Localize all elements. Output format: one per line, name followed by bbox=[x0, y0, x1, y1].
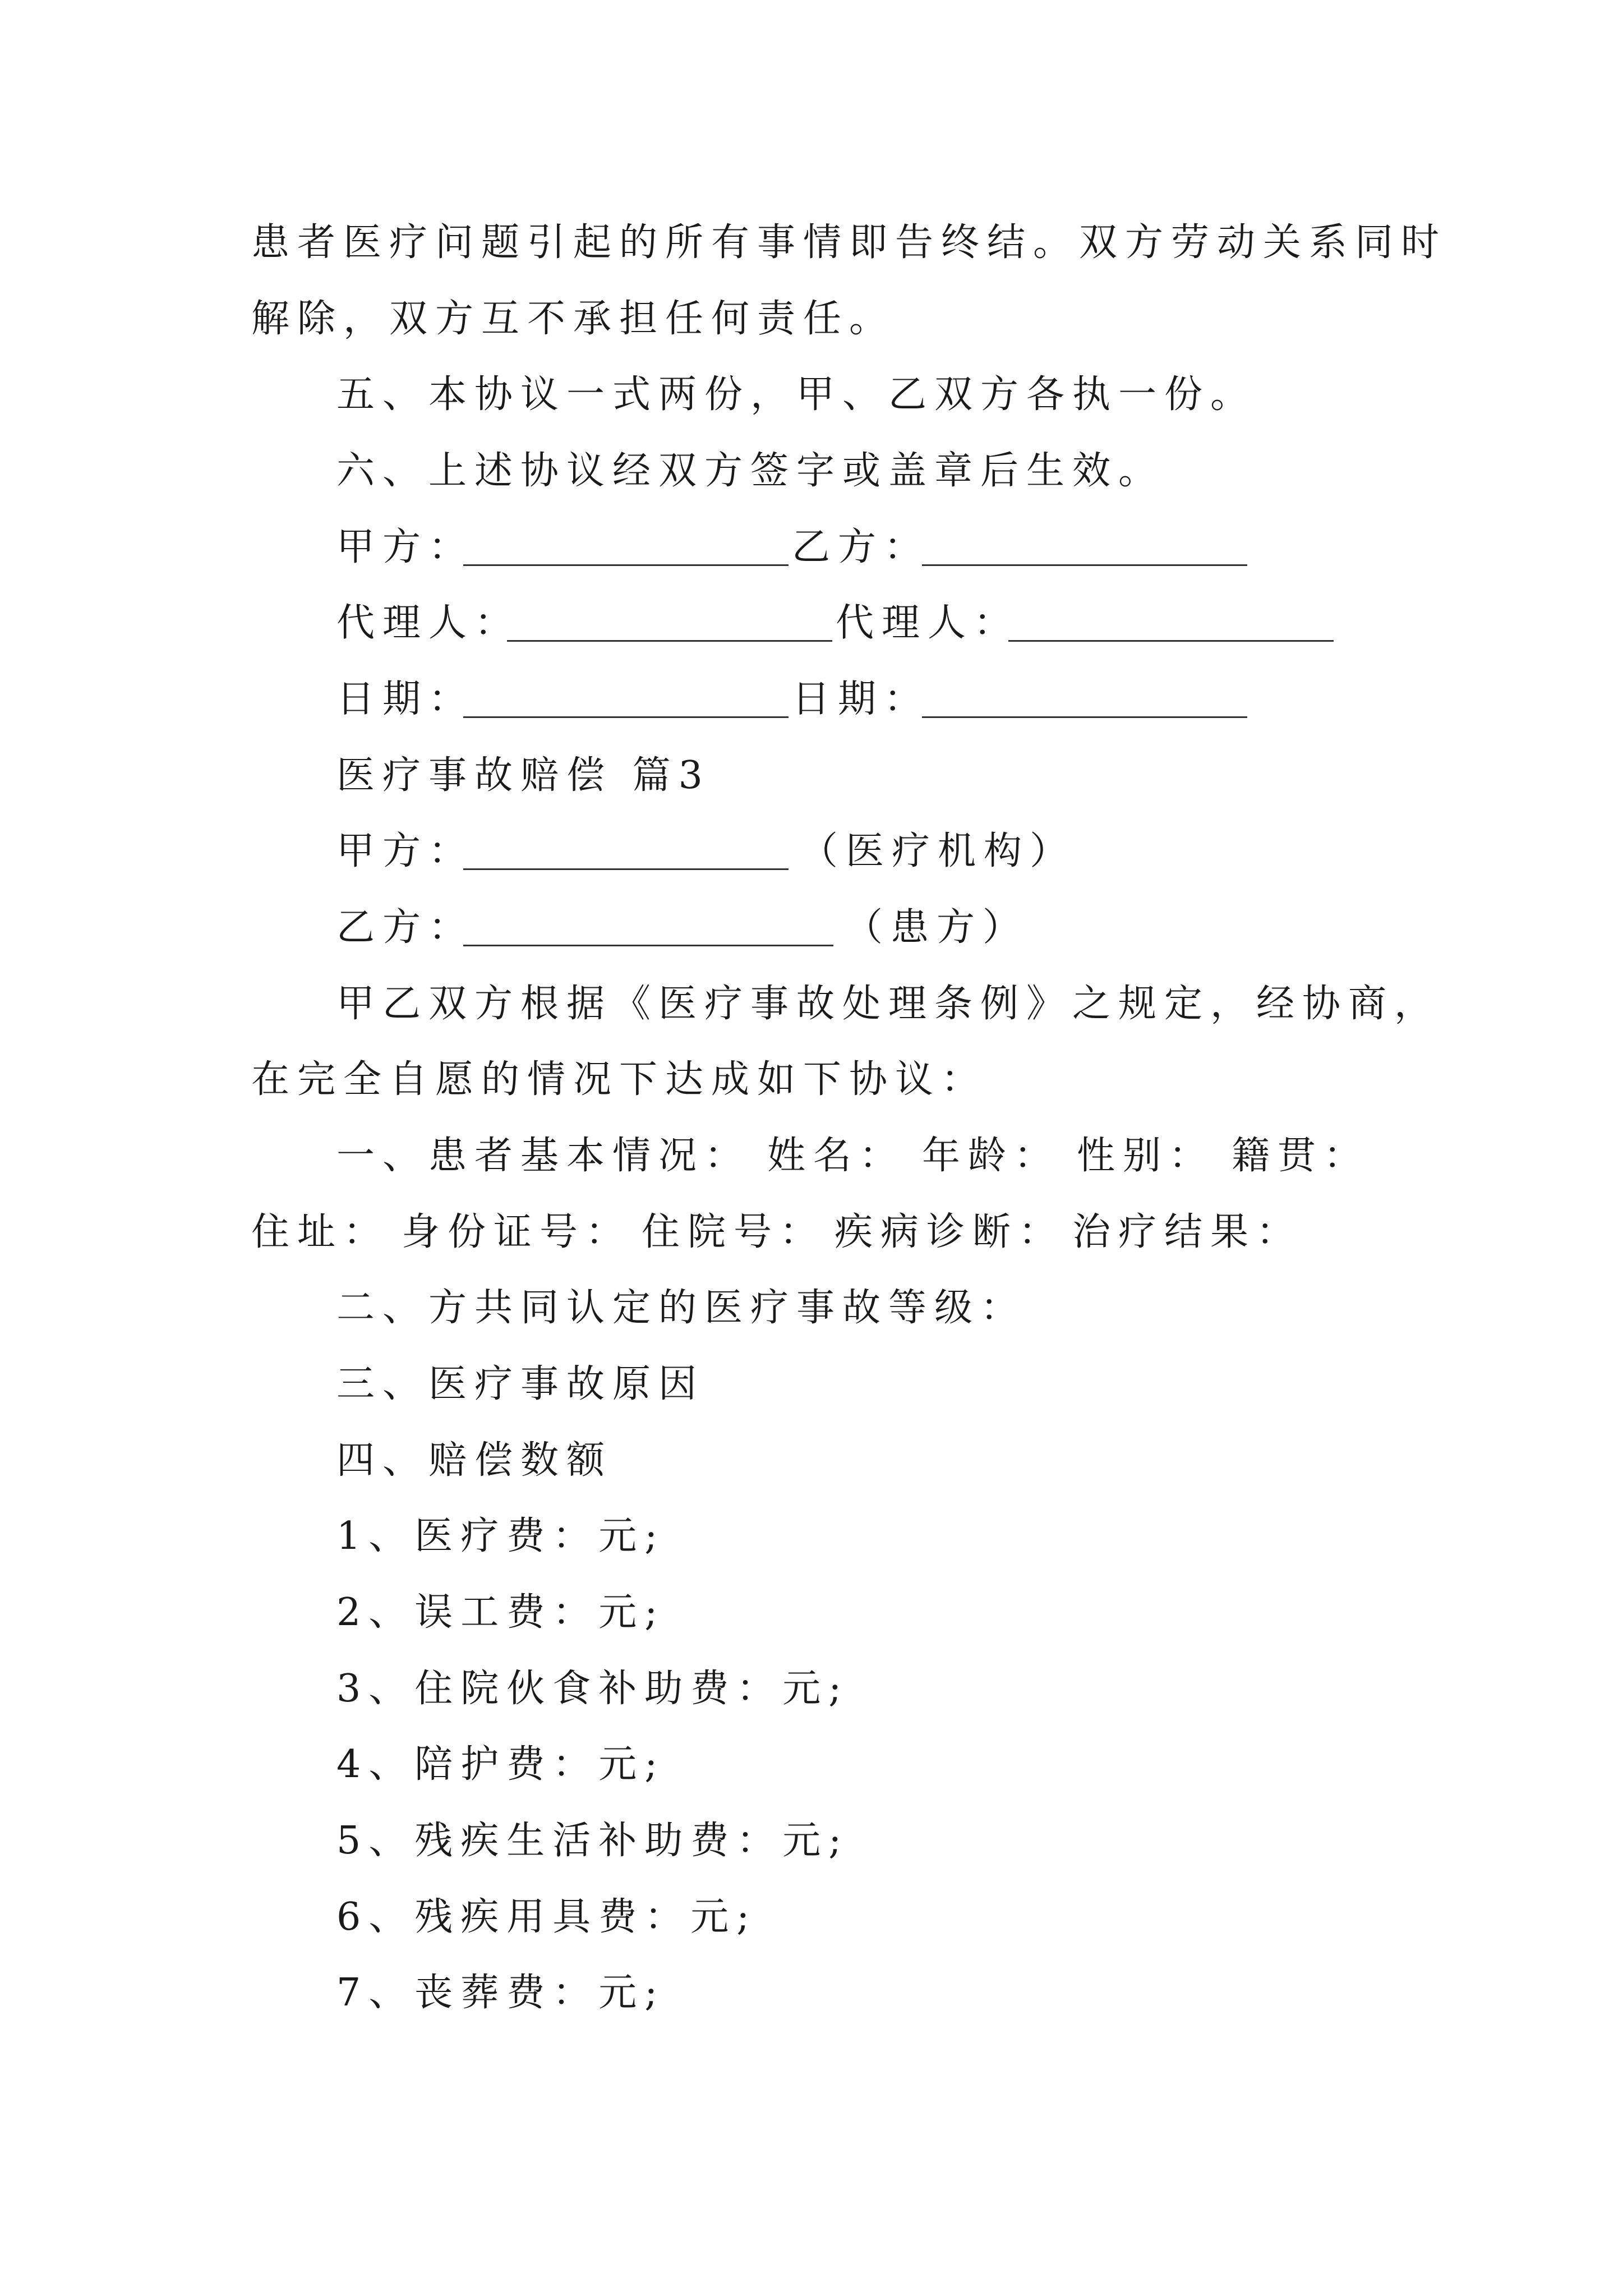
agent-b-blank[interactable] bbox=[1008, 601, 1334, 642]
party-a-signature-label: 甲方： bbox=[336, 525, 475, 569]
agent-a-blank[interactable] bbox=[507, 601, 832, 642]
clause-5: 五、本协议一式两份，甲、乙双方各执一份。 bbox=[336, 372, 1257, 417]
party-a-signature-blank[interactable] bbox=[463, 525, 789, 566]
patient-gender-label: 性别： bbox=[1076, 1134, 1215, 1178]
intro-line-2: 解除，双方互不承担任何责任。 bbox=[251, 297, 896, 341]
clause-3: 三、医疗事故原因 bbox=[336, 1362, 705, 1406]
patient-admission-label: 住院号： bbox=[642, 1210, 826, 1254]
date-a-blank[interactable] bbox=[463, 677, 789, 718]
compensation-item: 1、医疗费：元; bbox=[336, 1514, 666, 1558]
compensation-item: 3、住院伙食补助费：元; bbox=[336, 1667, 850, 1711]
party-b-signature-label: 乙方： bbox=[792, 525, 930, 569]
compensation-item: 4、陪护费：元; bbox=[336, 1742, 666, 1787]
section-title: 医疗事故赔偿 篇3 bbox=[336, 753, 711, 798]
patient-info-line-2 bbox=[251, 1205, 1367, 1259]
clause-4: 四、赔偿数额 bbox=[336, 1438, 613, 1483]
party-a-row bbox=[336, 825, 1290, 878]
date-b-blank[interactable] bbox=[922, 677, 1247, 718]
compensation-item: 5、残疾生活补助费：元; bbox=[336, 1819, 850, 1863]
signature-row-dates bbox=[336, 673, 1290, 726]
patient-origin-label: 籍贯： bbox=[1231, 1134, 1370, 1178]
compensation-item: 7、丧葬费：元; bbox=[336, 1971, 666, 2015]
agent-b-label: 代理人： bbox=[836, 601, 1020, 645]
agent-a-label: 代理人： bbox=[336, 601, 521, 645]
signature-row-parties bbox=[336, 521, 1290, 574]
preamble-line-1: 甲乙双方根据《医疗事故处理条例》之规定，经协商， bbox=[336, 982, 1441, 1026]
patient-id-label: 身份证号： bbox=[402, 1210, 632, 1254]
party-a-label: 甲方： bbox=[336, 829, 475, 873]
clause-6: 六、上述协议经双方签字或盖章后生效。 bbox=[336, 449, 1165, 493]
date-b-label: 日期： bbox=[792, 677, 930, 721]
signature-row-agents bbox=[336, 596, 1346, 650]
compensation-item: 6、残疾用具费：元; bbox=[336, 1895, 758, 1939]
party-b-signature-blank[interactable] bbox=[922, 525, 1247, 566]
party-a-note: （医疗机构） bbox=[800, 829, 1076, 873]
party-b-name-blank[interactable] bbox=[463, 905, 833, 946]
clause-2: 二、方共同认定的医疗事故等级： bbox=[336, 1286, 1027, 1330]
preamble-line-2: 在完全自愿的情况下达成如下协议： bbox=[251, 1057, 988, 1102]
party-b-label: 乙方： bbox=[336, 905, 475, 950]
patient-name-label: 姓名： bbox=[767, 1134, 905, 1178]
intro-line-1: 患者医疗问题引起的所有事情即告终结。双方劳动关系同时 bbox=[251, 220, 1447, 265]
compensation-item: 2、误工费：元; bbox=[336, 1590, 666, 1635]
patient-info-heading: 一、患者基本情况： bbox=[336, 1134, 751, 1178]
date-a-label: 日期： bbox=[336, 677, 475, 721]
party-b-note: （患方） bbox=[845, 905, 1029, 950]
patient-age-label: 年龄： bbox=[921, 1134, 1060, 1178]
patient-address-label: 住址： bbox=[251, 1210, 390, 1254]
party-a-name-blank[interactable] bbox=[463, 829, 789, 870]
patient-info-line-1 bbox=[336, 1129, 1370, 1183]
patient-diagnosis-label: 疾病诊断： bbox=[834, 1210, 1065, 1254]
party-b-row bbox=[336, 901, 1290, 955]
patient-outcome-label: 治疗结果： bbox=[1072, 1210, 1303, 1254]
